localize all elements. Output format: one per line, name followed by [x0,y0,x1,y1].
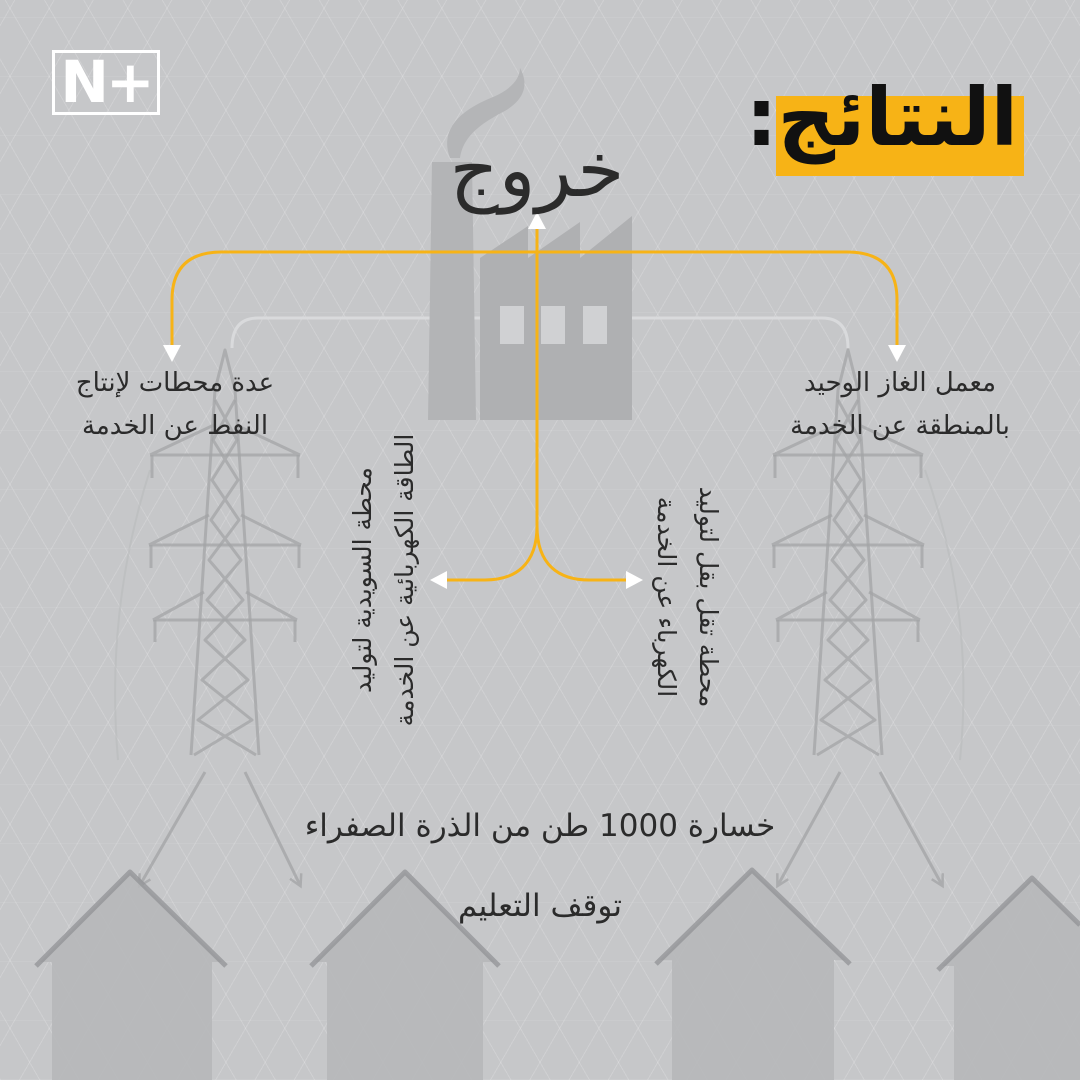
branch-line-horizontal [172,252,897,346]
outcome-left-vertical-line: الطاقة الكهربائية عن الخدمة [390,433,419,727]
outcome-right-line: بالمنطقة عن الخدمة [790,411,1010,441]
outcome-left-vertical-line: محطة السويدية لتوليد [348,467,377,693]
consequence-corn-loss: خسارة 1000 طن من الذرة الصفراء [304,808,776,844]
arrowhead-down-left [163,345,181,362]
arrowhead-right [626,571,643,589]
outcome-right [765,362,1035,448]
branch-line-lower-left [446,526,537,580]
outcome-right-vertical-line: محطة تقل بقل لتوليد [694,486,723,708]
outcome-right-vertical-line: الكهرباء عن الخدمة [652,496,681,698]
arrowhead-down-right [888,345,906,362]
arrowhead-left [430,571,447,589]
outcome-left-vertical [342,425,426,735]
outcome-left-line: النفط عن الخدمة [81,411,269,441]
outcome-right-vertical [645,447,729,747]
outcome-right-line: معمل الغاز الوحيد [803,368,997,398]
branch-line-lower-right [537,526,627,580]
brand-logo: N+ [52,50,160,115]
consequence-education-stop: توقف التعليم [457,888,623,924]
outcome-left-line: عدة محطات لإنتاج [75,368,275,398]
page-title: النتائج: [745,71,1018,164]
center-label: خروج [449,125,625,214]
outcome-left [40,362,310,448]
